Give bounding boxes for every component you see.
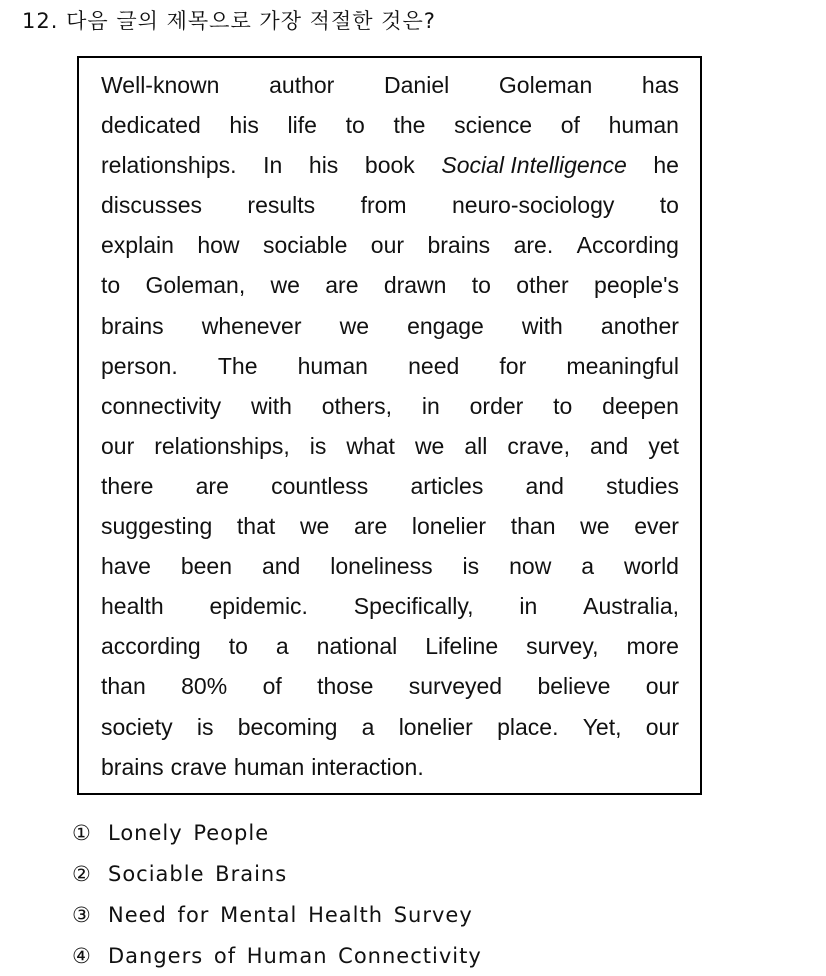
passage-word: human: [233, 753, 305, 780]
passage-word: studies: [606, 472, 679, 499]
passage-word: Goleman: [498, 72, 593, 98]
passage-word: our: [645, 713, 679, 740]
passage-line: [101, 707, 679, 747]
passage-word: articles: [410, 472, 484, 499]
choice-3[interactable]: [72, 894, 482, 935]
passage-word: we: [299, 513, 330, 540]
passage-word: 80%: [181, 673, 228, 700]
passage-word: whenever: [201, 312, 302, 339]
passage-word: In: [263, 152, 283, 179]
passage-word: becoming: [237, 713, 338, 740]
passage-word: is: [196, 713, 214, 740]
choice-label: Dangers of Human Connectivity: [108, 943, 482, 968]
passage-word: his: [308, 152, 339, 179]
passage-line: [101, 185, 679, 225]
passage-word: connectivity: [101, 392, 222, 419]
passage-word: that: [236, 513, 276, 540]
passage-word: than: [101, 673, 146, 700]
question-prompt: 다음 글의 제목으로 가장 적절한 것은?: [66, 9, 436, 33]
passage-line: [101, 306, 679, 346]
passage-text: [101, 65, 679, 787]
passage-word: to: [553, 392, 573, 419]
passage-word: he: [653, 152, 679, 179]
passage-word: person.: [101, 352, 178, 379]
passage-word: we: [580, 513, 610, 540]
passage-line: [101, 265, 679, 305]
passage-word: Yet,: [582, 713, 622, 740]
passage-word: place.: [497, 713, 559, 740]
passage-word: how: [197, 232, 240, 259]
passage-word: lonelier: [398, 713, 473, 740]
passage-word: we: [339, 312, 369, 339]
passage-line: [101, 546, 679, 586]
passage-word: relationships.: [101, 152, 237, 179]
choice-marker: ④: [72, 943, 91, 968]
passage-word: health: [101, 593, 164, 620]
passage-word: our: [370, 232, 405, 259]
passage-word: brains: [101, 753, 164, 780]
choice-label: Sociable Brains: [108, 861, 288, 886]
passage-word: more: [626, 633, 679, 660]
passage-word: there: [101, 472, 154, 499]
answer-choices: [72, 812, 482, 976]
passage-line: [101, 225, 679, 265]
passage-word: others,: [321, 392, 393, 419]
passage-word: now: [509, 553, 552, 580]
passage-line: [101, 105, 679, 145]
passage-word: epidemic.: [209, 593, 308, 620]
question-number: 12.: [22, 9, 59, 33]
passage-word: and: [525, 472, 564, 499]
passage-word: another: [600, 312, 679, 339]
passage-word: according: [101, 633, 201, 660]
passage-word: a: [361, 713, 375, 740]
passage-word: science: [454, 112, 533, 139]
passage-word: loneliness: [330, 553, 433, 580]
passage-word: countless: [271, 472, 369, 499]
passage-word: are: [325, 272, 359, 299]
passage-word: are: [195, 472, 229, 499]
passage-word: Goleman,: [145, 272, 246, 299]
passage-word: what: [346, 432, 395, 459]
passage-word: our: [101, 432, 135, 459]
passage-word: our: [645, 673, 679, 700]
passage-word: has: [641, 72, 679, 98]
passage-word: crave: [170, 753, 227, 780]
passage-word: interaction.: [311, 753, 424, 780]
passage-word: book: [364, 152, 415, 179]
passage-word: are.: [513, 232, 554, 259]
passage-word: brains: [101, 312, 164, 339]
passage-word: his: [229, 112, 259, 139]
passage-line: [101, 466, 679, 506]
passage-word: order: [469, 392, 524, 419]
choice-marker: ①: [72, 820, 91, 845]
passage-word: of: [560, 112, 580, 139]
passage-word: discusses: [101, 192, 202, 219]
passage-word: for: [499, 352, 527, 379]
passage-word: we: [414, 432, 445, 459]
passage-word: to: [345, 112, 365, 139]
passage-word: relationships,: [154, 432, 290, 459]
passage-word: in: [421, 392, 440, 419]
passage-word: survey,: [526, 633, 599, 660]
passage-line: [101, 346, 679, 386]
passage-word: crave,: [507, 432, 570, 459]
passage-line: [101, 586, 679, 626]
passage-word: author: [269, 72, 335, 98]
passage-word: been: [180, 553, 232, 580]
passage-word: people's: [594, 272, 679, 299]
passage-word: than: [510, 513, 556, 540]
passage-word: in: [519, 593, 538, 620]
question-title: [22, 6, 436, 36]
passage-word: from: [360, 192, 407, 219]
passage-word: of: [262, 673, 282, 700]
passage-word: with: [251, 392, 292, 419]
passage-line: [101, 666, 679, 706]
passage-word: other: [516, 272, 569, 299]
passage-word: engage: [407, 312, 484, 339]
passage-word: Australia,: [583, 593, 679, 620]
passage-word: meaningful: [566, 352, 679, 379]
passage-word: society: [101, 713, 173, 740]
passage-word: results: [247, 192, 316, 219]
passage-word: the: [393, 112, 426, 139]
passage-word: and: [589, 432, 629, 459]
passage-line: [101, 626, 679, 666]
passage-word: suggesting: [101, 513, 213, 540]
passage-line: [101, 506, 679, 546]
passage-word: believe: [537, 673, 611, 700]
choice-marker: ②: [72, 861, 91, 886]
passage-word: The: [217, 352, 258, 379]
passage-box: [77, 56, 702, 795]
passage-word: with: [521, 312, 563, 339]
choice-1[interactable]: [72, 812, 482, 853]
passage-word: is: [309, 432, 327, 459]
passage-word: Daniel: [384, 72, 450, 98]
passage-word: to: [101, 272, 121, 299]
passage-word: a: [275, 633, 289, 660]
passage-word-italic: [441, 145, 626, 185]
passage-word: surveyed: [408, 673, 503, 700]
passage-word: deepen: [602, 392, 679, 419]
passage-word: national: [316, 633, 398, 660]
passage-word: we: [270, 272, 300, 299]
passage-word: human: [297, 352, 368, 379]
passage-word: have: [101, 553, 151, 580]
choice-2[interactable]: [72, 853, 482, 894]
passage-word: all: [464, 432, 488, 459]
passage-word: to: [228, 633, 248, 660]
passage-word: yet: [648, 432, 679, 459]
passage-word: human: [608, 112, 679, 139]
passage-line: [101, 145, 679, 185]
passage-word: need: [408, 352, 460, 379]
passage-line: [101, 386, 679, 426]
passage-word: neuro-sociology: [452, 192, 615, 219]
passage-line: [101, 747, 679, 787]
passage-word: are: [354, 513, 388, 540]
choice-4[interactable]: [72, 935, 482, 976]
passage-line: [101, 65, 679, 105]
passage-word: to: [471, 272, 491, 299]
passage-word: world: [624, 553, 679, 580]
passage-word: a: [581, 553, 595, 580]
passage-word: sociable: [262, 232, 348, 259]
passage-word: those: [317, 673, 374, 700]
book-title: Social Intelligence: [441, 152, 627, 179]
choice-label: Lonely People: [108, 820, 270, 845]
choice-marker: ③: [72, 902, 91, 927]
passage-word: explain: [101, 232, 174, 259]
passage-word: and: [261, 553, 301, 580]
passage-word: lonelier: [411, 513, 487, 540]
passage-word: drawn: [383, 272, 447, 299]
passage-word: Well-known: [101, 72, 220, 98]
passage-word: dedicated: [101, 112, 201, 139]
passage-word: life: [287, 112, 317, 139]
passage-word: Specifically,: [353, 593, 474, 620]
passage-word: Lifeline: [425, 633, 499, 660]
passage-line: [101, 426, 679, 466]
passage-word: to: [659, 192, 679, 219]
choice-label: Need for Mental Health Survey: [108, 902, 473, 927]
passage-word: is: [462, 553, 480, 580]
passage-word: brains: [427, 232, 491, 259]
passage-word: ever: [634, 513, 679, 540]
passage-word: According: [576, 232, 679, 259]
